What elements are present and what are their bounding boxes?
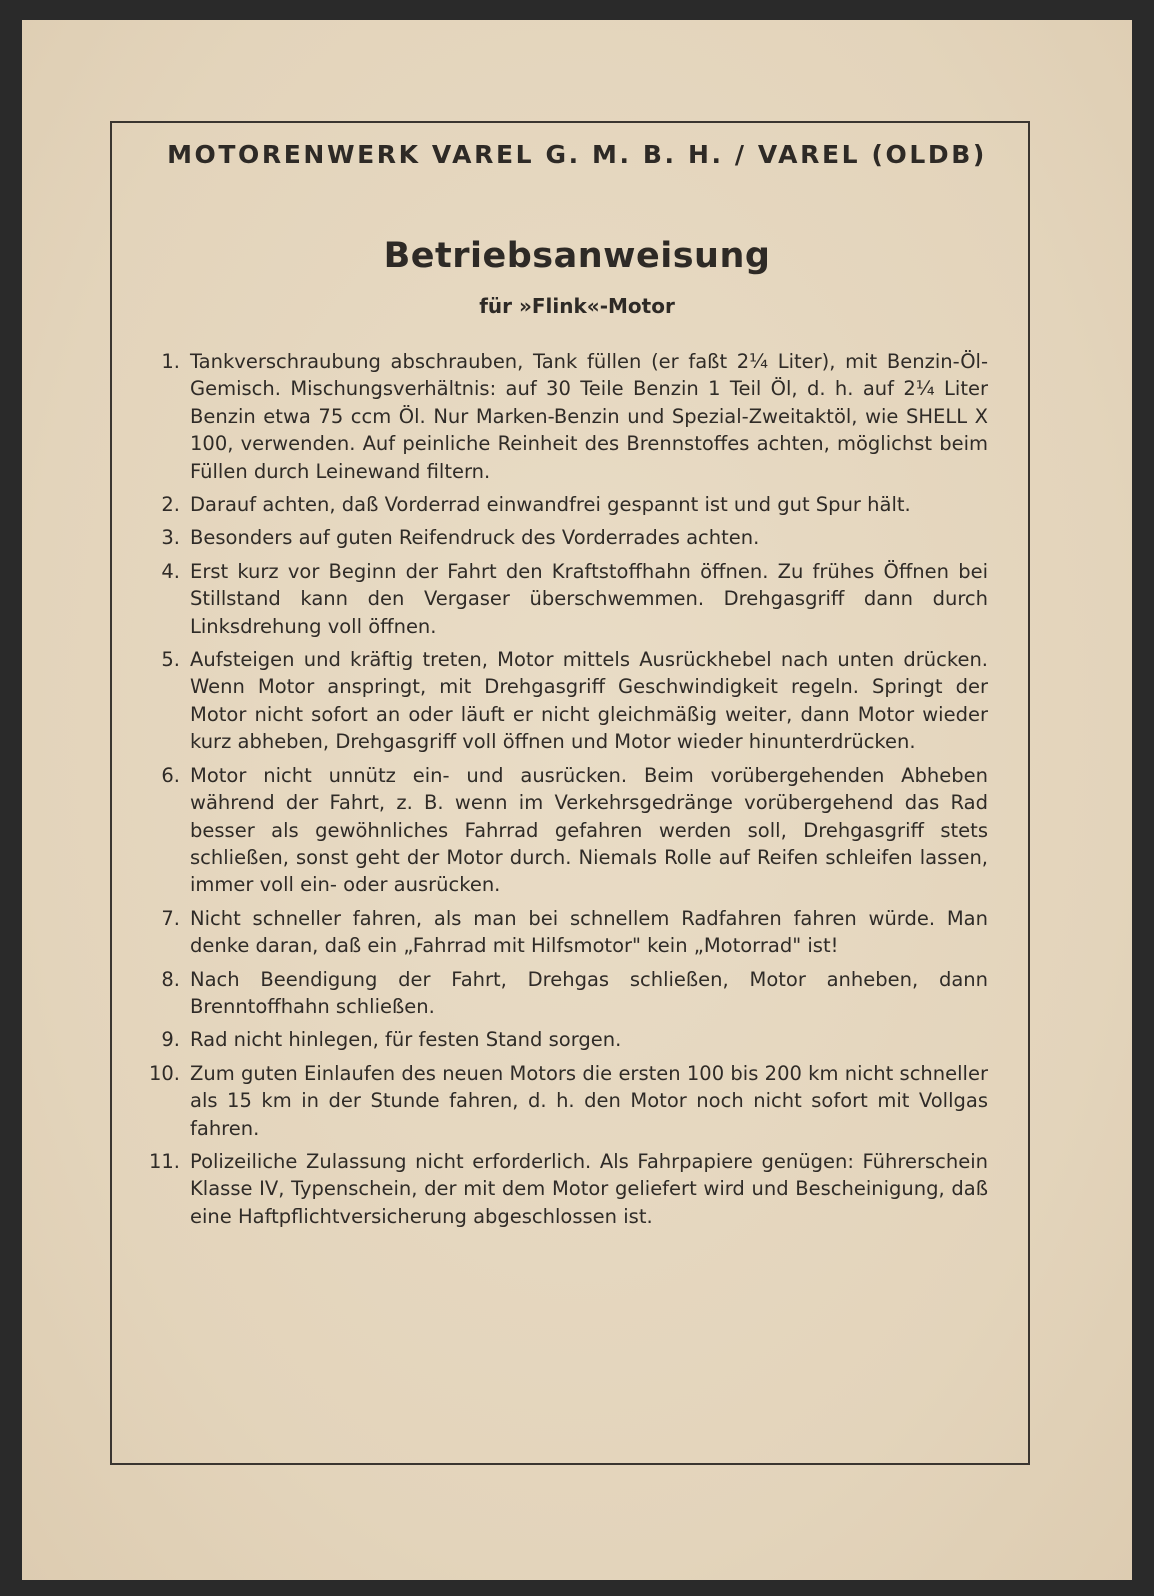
item-number: 3. [161,526,180,550]
item-number: 6. [161,763,180,787]
instruction-item [118,1148,988,1230]
item-text: Erst kurz vor Beginn der Fahrt den Kraftstoffhahn öffnen. Zu frühes Öffnen bei Stillstand kann den Vergaser überschwemmen. Drehgasgriff dann durch Linksdrehung voll öffnen. [190,559,988,638]
instruction-list [118,348,988,1236]
item-number: 4. [161,559,180,583]
instruction-item [118,966,988,1021]
item-text: Zum guten Einlaufen des neuen Motors die ersten 100 bis 200 km nicht schneller als 15 km in der Stunde fahren, d. h. den Motor noch nicht sofort mit Vollgas fahren. [190,1061,988,1140]
instruction-item [118,1026,988,1053]
item-number: 5. [161,648,180,672]
instruction-item [118,524,988,551]
item-number: 8. [161,967,180,991]
instruction-item [118,348,988,485]
item-number: 9. [161,1028,180,1052]
company-name: MOTORENWERK VAREL G. M. B. H. / VAREL (OLDB) [167,140,987,169]
instruction-item [118,646,988,756]
item-number: 7. [161,906,180,930]
item-text: Rad nicht hinlegen, für festen Stand sorgen. [190,1028,622,1052]
item-number: 1. [161,350,180,373]
instruction-item [118,558,988,640]
item-text: Besonders auf guten Reifendruck des Vorderrades achten. [190,526,760,550]
item-text: Polizeiliche Zulassung nicht erforderlich. Als Fahrpapiere genügen: Führerschein Klasse IV, Typenschein, der mit dem Motor geliefert wird und Bescheinigung, daß eine Haftpflichtversicherung abgeschlossen ist. [190,1149,988,1228]
document-title: Betriebsanweisung [383,236,771,276]
item-number: 11. [148,1149,180,1173]
instruction-item [118,1060,988,1142]
item-text: Motor nicht unnütz ein- und ausrücken. Beim vorübergehenden Abheben während der Fahrt, z. B. wenn im Verkehrsgedränge vorübergehend das Rad besser als gewöhnliches Fahrrad gefahren werden soll, Drehgasgriff stets schließen, sonst geht der Motor durch. Niemals Rolle auf Reifen schleifen lassen, immer voll ein- oder ausrücken. [190,763,988,897]
document-subtitle: für »Flink«-Motor [479,294,675,318]
item-number: 10. [148,1061,180,1085]
item-text: Nach Beendigung der Fahrt, Drehgas schließen, Motor anheben, dann Brenntoffhahn schließen. [190,967,988,1018]
item-text: Nicht schneller fahren, als man bei schnellem Radfahren fahren würde. Man denke daran, daß ein „Fahrrad mit Hilfsmotor" kein „Motorrad" ist! [190,906,988,958]
item-text: Tankverschraubung abschrauben, Tank füllen (er faßt 2¼ Liter), mit Benzin-Öl-Gemisch. Mischungsverhältnis: auf 30 Teile Benzin 1 Teil Öl, d. h. auf 2¼ Liter Benzin etwa 75 ccm Öl. Nur Marken-Benzin und Spezial-Zweitaktöl, wie SHELL X 100, verwenden. Auf peinliche Reinheit des Brennstoffes achten, möglichst beim Füllen durch Leinewand filtern. [190,350,988,483]
item-number: 2. [161,493,180,517]
instruction-item [118,762,988,899]
item-text: Darauf achten, daß Vorderrad einwandfrei gespannt ist und gut Spur hält. [190,493,911,517]
instruction-item [118,491,988,518]
item-text: Aufsteigen und kräftig treten, Motor mittels Ausrückhebel nach unten drücken. Wenn Motor anspringt, mit Drehgasgriff Geschwindigkeit regeln. Springt der Motor nicht sofort an oder läuft er nicht gleichmäßig weiter, dann Motor wieder kurz abheben, Drehgasgriff voll öffnen und Motor wieder hinunterdrücken. [190,648,988,754]
instruction-item [118,905,988,960]
